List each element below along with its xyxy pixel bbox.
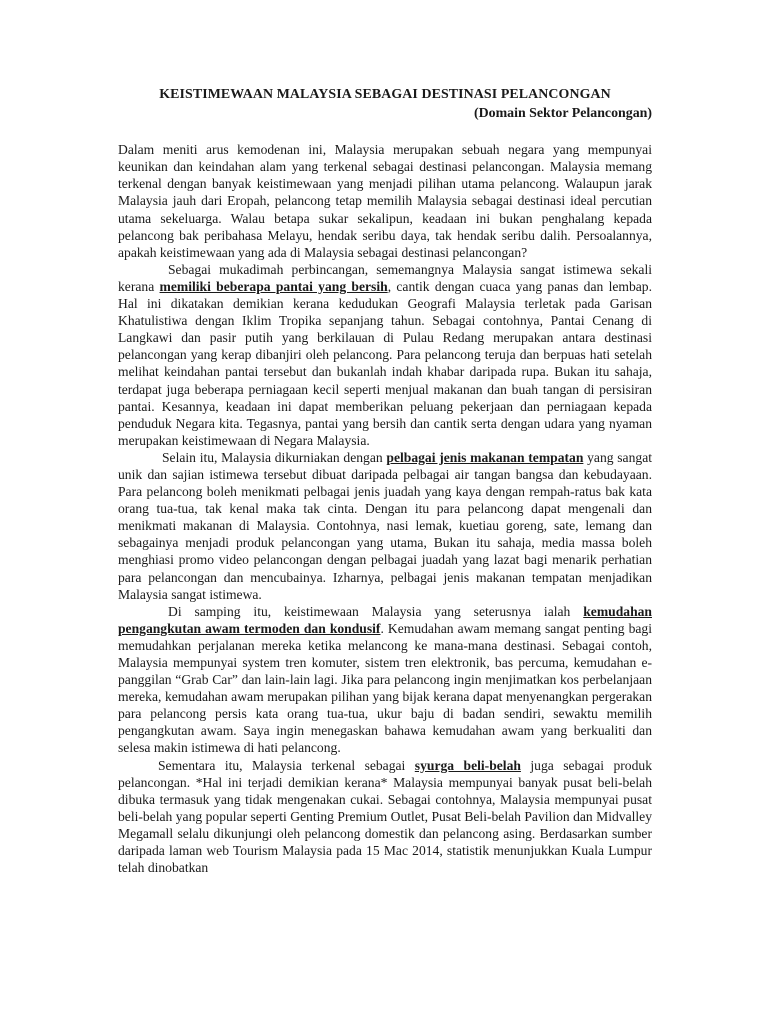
paragraph-transport: [118, 603, 652, 757]
paragraph-text: juga sebagai produk pelancongan. *Hal ini terjadi demikian kerana* Malaysia mempunyai banyak pusat beli-belah dibuka termasuk yang tidak mengenakan cukai. Sebagai contohnya, Malaysia mempunyai pusat beli-belah yang popular seperti Genting Premium Outlet, Pusat Beli-belah Pavilion dan Midvalley Megamall selalu dikunjungi oleh pelancong domestik dan pelancong asing. Berdasarkan sumber daripada laman web Tourism Malaysia pada 15 Mac 2014, statistik menunjukkan Kuala Lumpur telah dinobatkan: [118, 757, 652, 876]
paragraph-shopping: [118, 757, 652, 877]
paragraph-text: yang sangat unik dan sajian istimewa tersebut dibuat daripada pelbagai air tangan bangsa dan kebudayaan. Para pelancong boleh menikmati pelbagai jenis juadah yang kaya dengan rempah-ratus bak kata orang tua-tua, tak kenal maka tak cinta. Dengan itu para pelancong dapat mengenali dan menikmati makanan di Malaysia. Contohnya, nasi lemak, kuetiau goreng, sate, lemang dan sebagainya menjadi produk pelancongan yang utama, Bukan itu sahaja, media massa boleh menghiasi promo video pelancongan dengan pelbagai juadah yang lazat bagi menarik perhatian para pelancongan dan mencubainya. Izharnya, pelbagai jenis makanan tempatan menjadikan Malaysia sangat istimewa.: [118, 449, 652, 602]
paragraph-introduction: Dalam meniti arus kemodenan ini, Malaysia merupakan sebuah negara yang mempunyai keunikan dan keindahan alam yang terkenal sebagai destinasi pelancongan. Malaysia memang terkenal dengan banyak keistimewaan yang menjadi pilihan utama pelancong. Walaupun jarak Malaysia jauh dari Eropah, pelancong tetap memilih Malaysia sebagai destinasi ideal percutian utama sekeluarga. Walau betapa sukar sekalipun, keadaan ini bukan penghalang kepada pelancong bak peribahasa Melayu, hendak seribu daya, tak hendak seribu dalih. Persoalannya, apakah keistimewaan yang ada di Malaysia sebagai destinasi pelancongan?: [118, 142, 652, 260]
paragraph-food: [118, 449, 652, 603]
key-point-highlight: memiliki beberapa pantai yang bersih: [159, 278, 388, 294]
paragraph-text: Sementara itu, Malaysia terkenal sebagai: [158, 757, 415, 773]
paragraph-text: . Kemudahan awam memang sangat penting bagi memudahkan perjalanan mereka ketika melancong ke mana-mana destinasi. Sebagai contoh, Malaysia mempunyai system tren komuter, sistem tren elektronik, bas percuma, kemudahan e-panggilan “Grab Car” dan lain-lain lagi. Jika para pelancong ingin menjimatkan kos perbelanjaan mereka, kemudahan awam merupakan pilihan yang bijak kerana dapat menyenangkan pergerakan para pelancong persis kata orang tua-tua, ukur baju di badan sendiri, sewaktu memilih pengangkutan awam. Saya ingin menegaskan bahawa kemudahan awam yang berkualiti dan selesa makin istimewa di hati pelancong.: [118, 620, 653, 756]
key-point-highlight: syurga beli-belah: [414, 757, 521, 773]
paragraph-text: , cantik dengan cuaca yang panas dan lembap. Hal ini dikatakan demikian kerana kedudukan Geografi Malaysia terletak pada Garisan Khatulistiwa dengan Iklim Tropika sepanjang tahun. Sebagai contohnya, Pantai Cenang di Langkawi dan pasir putih yang berkilauan di Pulau Redang merupakan antara destinasi pelancongan yang kerap dibanjiri oleh pelancong. Para pelancong teruja dan berpuas hati setelah melihat keindahan pantai tersebut dan bukanlah indah khabar daripada rupa. Bukan itu sahaja, terdapat juga beberapa perniagaan kecil seperti menjual makanan dan buah tangan di persisiran pantai. Kesannya, keadaan ini dapat memberikan peluang pekerjaan dan perniagaan kepada penduduk Negara kita. Tegasnya, pantai yang bersih dan cantik serta dengan udara yang nyaman merupakan keistimewaan di Negara Malaysia.: [118, 278, 653, 448]
key-point-highlight: kemudahan pengangkutan awam termoden dan kondusif: [118, 603, 652, 636]
document-page: [118, 80, 652, 876]
paragraph-text: Sebagai mukadimah perbincangan, sememangnya Malaysia sangat istimewa sekali kerana: [118, 261, 652, 294]
paragraph-beaches: [118, 261, 652, 449]
paragraph-text: Selain itu, Malaysia dikurniakan dengan: [162, 449, 387, 465]
key-point-highlight: pelbagai jenis makanan tempatan: [386, 449, 584, 465]
document-subtitle: (Domain Sektor Pelancongan): [473, 106, 652, 122]
document-title: KEISTIMEWAAN MALAYSIA SEBAGAI DESTINASI PELANCONGAN: [159, 87, 611, 102]
paragraph-text: Di samping itu, keistimewaan Malaysia yang seterusnya ialah: [168, 603, 584, 619]
